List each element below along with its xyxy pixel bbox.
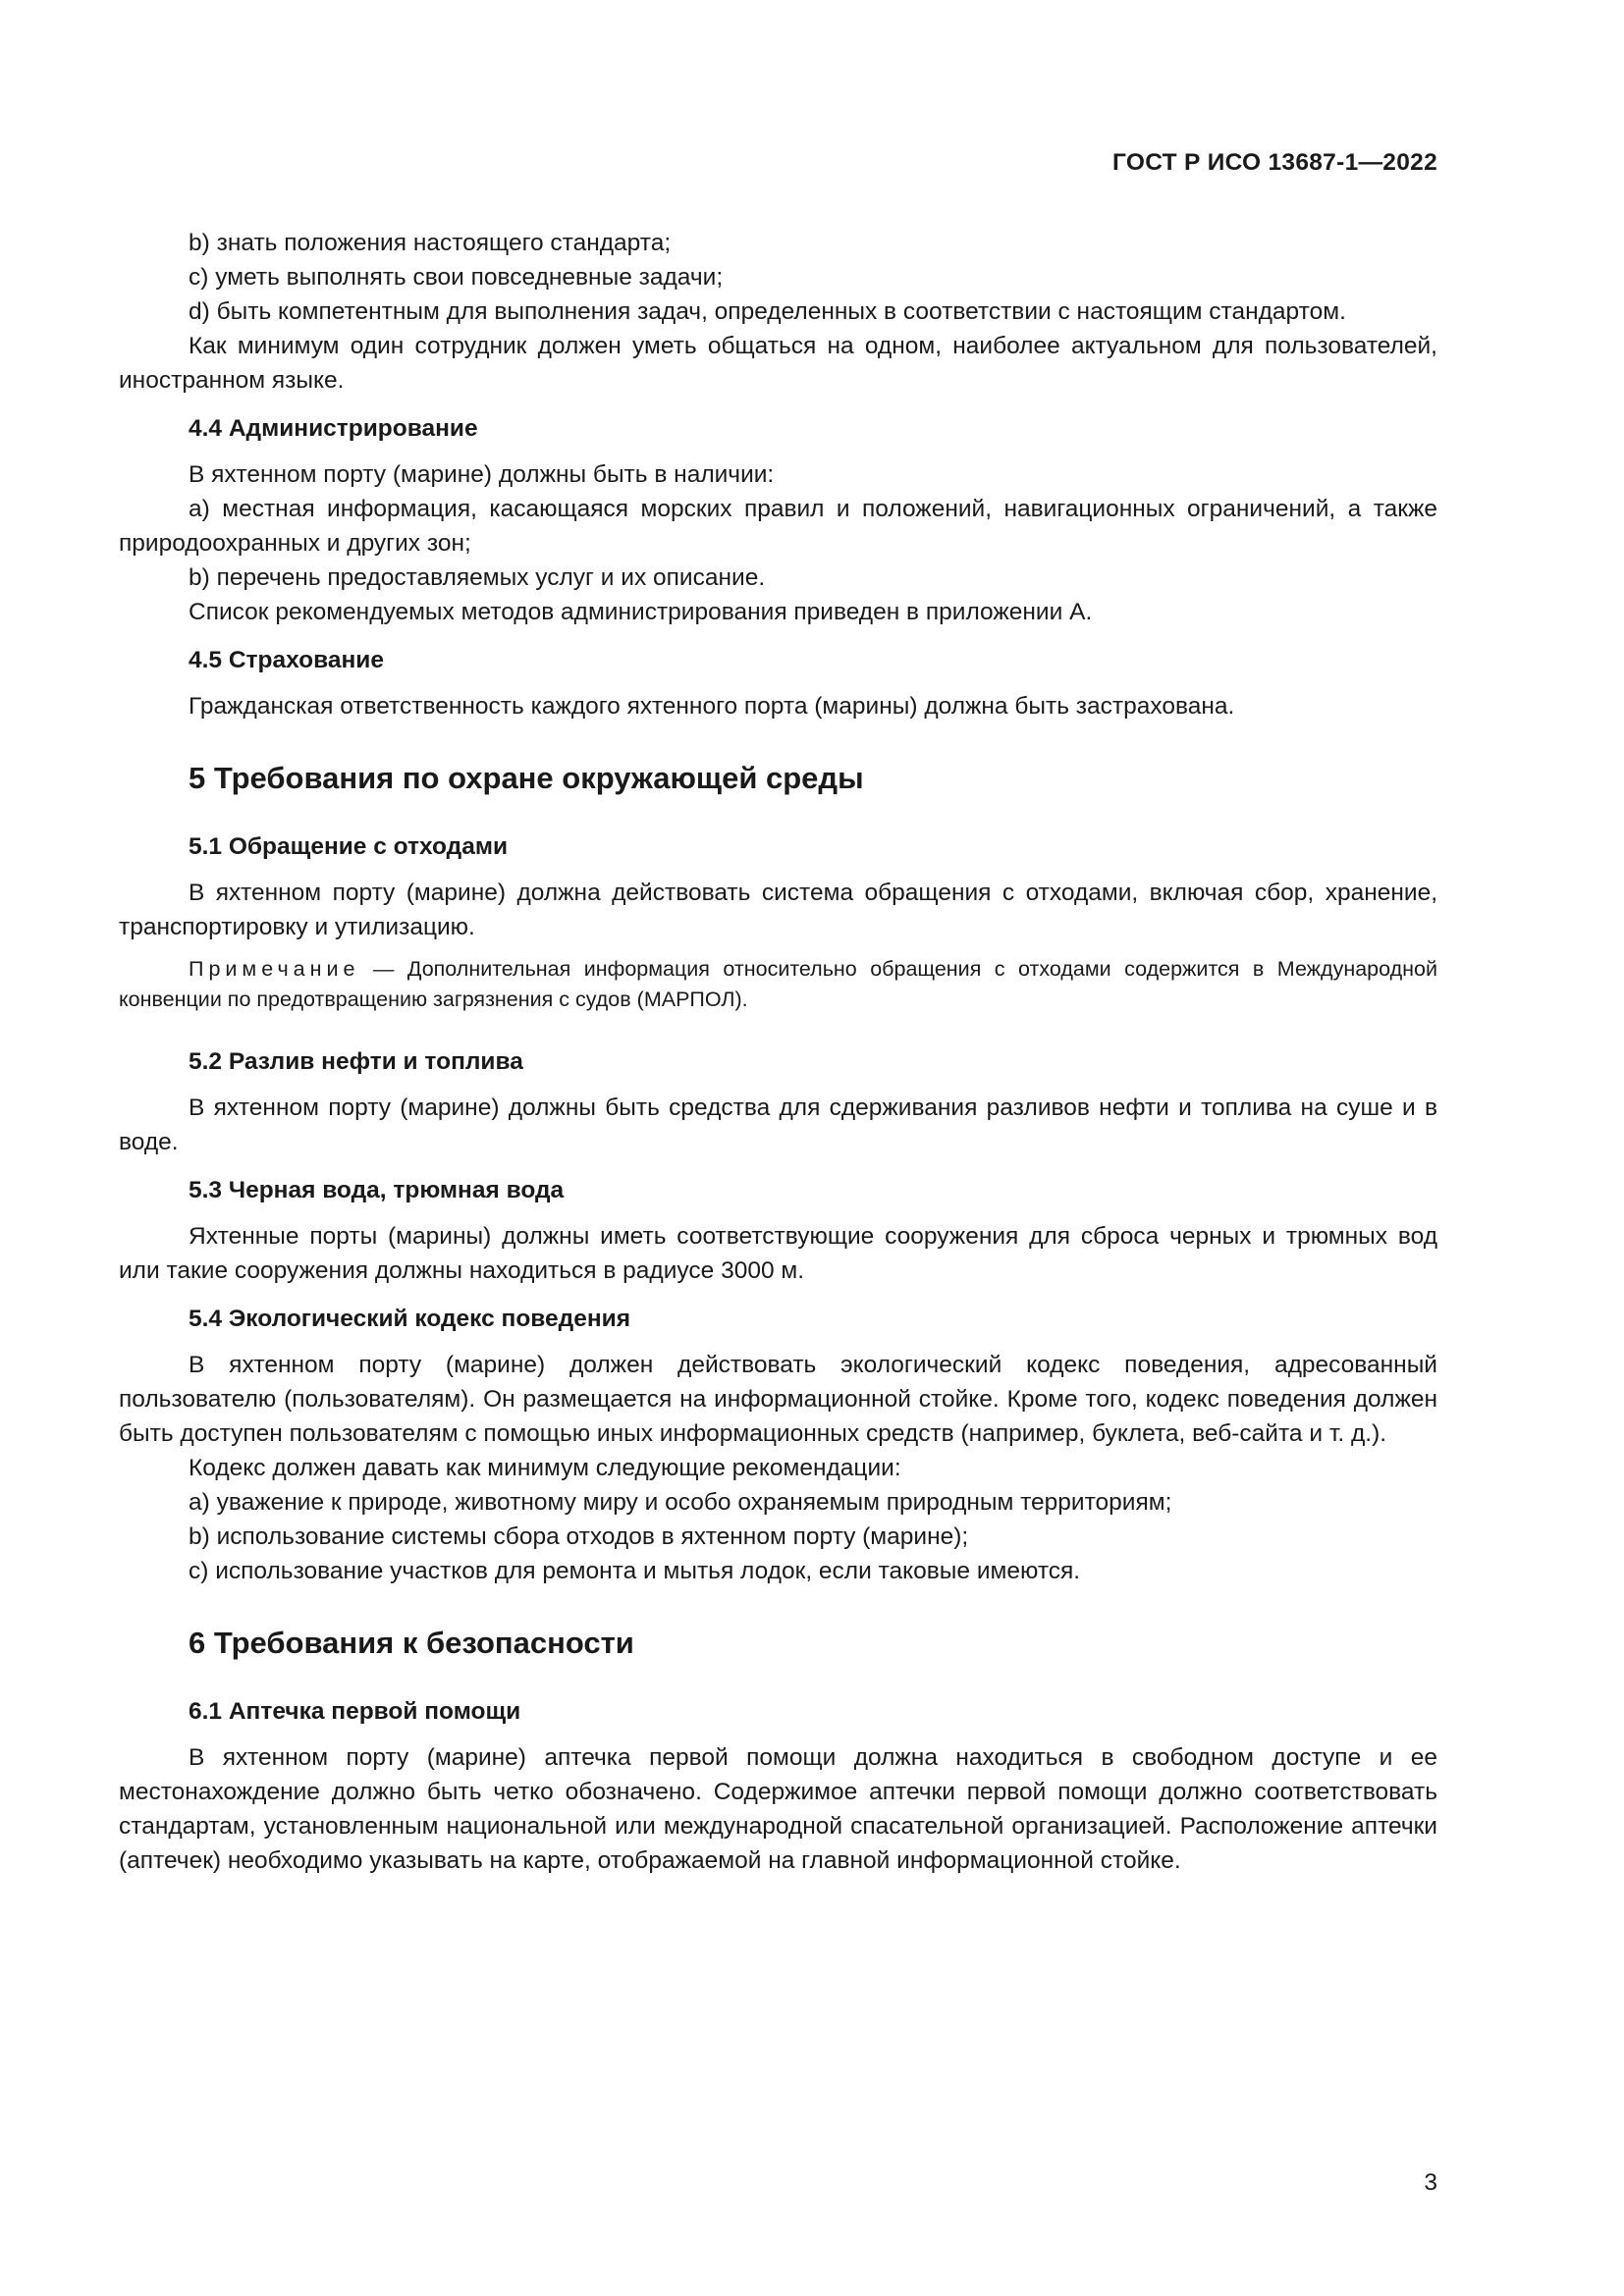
section-5-1-text: В яхтенном порту (марине) должна действовать система обращения с отходами, включая сбор, хранение, транспортировку и утилизацию. (119, 880, 1437, 940)
document-code: ГОСТ Р ИСО 13687-1—2022 (1112, 149, 1437, 176)
list-item-c: c) уметь выполнять свои повседневные задачи; (189, 264, 724, 291)
note-text: — Дополнительная информация относительно обращения с отходами содержится в Международной конвенции по предотвращению загрязнения с судов (МАРПОЛ). (119, 957, 1437, 1011)
section-5-2-text: В яхтенном порту (марине) должны быть средства для сдерживания разливов нефти и топлива на суше и в воде. (119, 1095, 1437, 1155)
section-4-4-closing: Список рекомендуемых методов администрирования приведен в приложении А. (189, 599, 1093, 625)
section-6-1-text: В яхтенном порту (марине) аптечка первой помощи должна находиться в свободном доступе и ее местонахождение должно быть четко обозначено. Содержимое аптечки первой помощи должно соответствовать стандартам, установленным национальной или международной спасательной организацией. Расположение аптечки (аптечек) необходимо указывать на карте, отображаемой на главной информационной стойке. (119, 1744, 1437, 1874)
section-5-4-item-b: b) использование системы сбора отходов в яхтенном порту (марине); (189, 1523, 969, 1550)
section-5-1-note (119, 954, 1437, 1015)
section-5-1-title: 5.1 Обращение с отходами (189, 833, 509, 860)
section-5-2-title: 5.2 Разлив нефти и топлива (189, 1048, 523, 1075)
section-5-4-item-c: c) использование участков для ремонта и мытья лодок, если таковые имеются. (189, 1558, 1081, 1584)
section-5-3-text: Яхтенные порты (марины) должны иметь соответствующие сооружения для сброса черных и трюмных вод или такие сооружения должны находиться в радиусе 3000 м. (119, 1223, 1437, 1284)
section-5-4-lead: Кодекс должен давать как минимум следующие рекомендации: (189, 1455, 901, 1481)
section-4-4-item-b: b) перечень предоставляемых услуг и их описание. (189, 564, 766, 591)
section-6-1-title: 6.1 Аптечка первой помощи (189, 1698, 521, 1725)
section-4-4-title: 4.4 Администрирование (189, 415, 478, 442)
list-item-d: d) быть компетентным для выполнения задач, определенных в соответствии с настоящим стандартом. (189, 298, 1346, 325)
list-item-b: b) знать положения настоящего стандарта; (189, 230, 672, 256)
section-5-4-title: 5.4 Экологический кодекс поведения (189, 1306, 630, 1332)
section-5-title: 5 Требования по охране окружающей среды (189, 761, 864, 795)
section-6-title: 6 Требования к безопасности (189, 1626, 634, 1660)
note-label: Примечание (189, 957, 360, 981)
section-4-4-item-a: a) местная информация, касающаяся морских правил и положений, навигационных ограничений, а также природоохранных и других зон; (119, 496, 1437, 557)
section-4-5-text: Гражданская ответственность каждого яхтенного порта (марины) должна быть застрахована. (189, 693, 1235, 720)
document-body (119, 226, 1437, 1878)
section-4-4-lead: В яхтенном порту (марине) должны быть в наличии: (189, 461, 775, 488)
section-5-3-title: 5.3 Черная вода, трюмная вода (189, 1177, 565, 1203)
page-number: 3 (1424, 2169, 1437, 2196)
section-5-4-item-a: a) уважение к природе, животному миру и особо охраняемым природным территориям; (189, 1489, 1172, 1516)
section-4-5-title: 4.5 Страхование (189, 647, 384, 673)
paragraph-language: Как минимум один сотрудник должен уметь общаться на одном, наиболее актуальном для пользователей, иностранном языке. (119, 333, 1437, 394)
section-5-4-text: В яхтенном порту (марине) должен действовать экологический кодекс поведения, адресованный пользователю (пользователям). Он размещается на информационной стойке. Кроме того, кодекс поведения должен быть доступен пользователям с помощью иных информационных средств (например, буклета, веб-сайта и т. д.). (119, 1352, 1437, 1447)
